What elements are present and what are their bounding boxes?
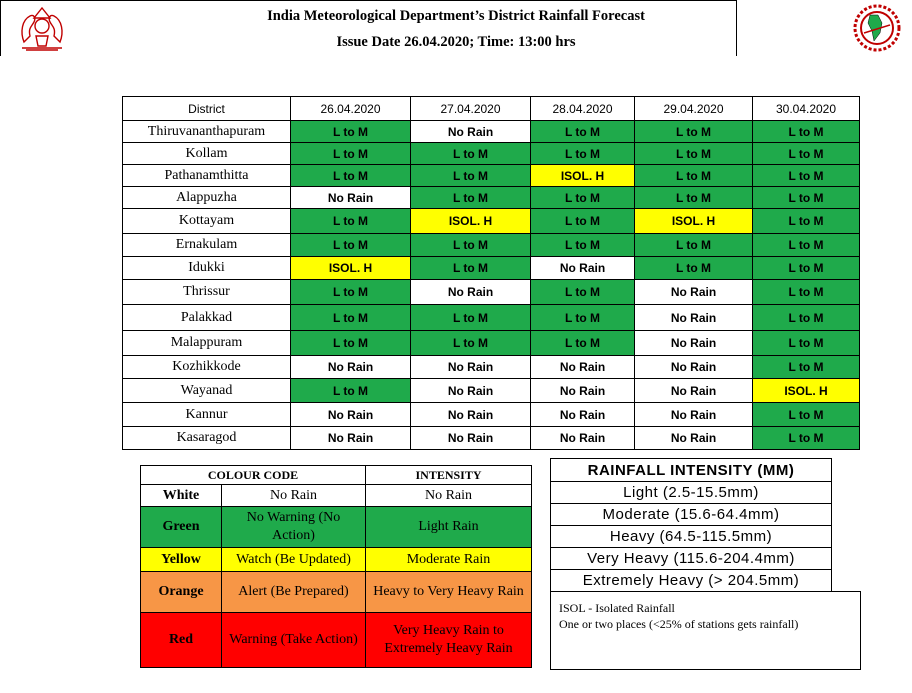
forecast-header-row [123,97,860,121]
forecast-cell: L to M [635,165,753,187]
report-header [0,0,737,56]
forecast-cell: L to M [753,187,860,209]
forecast-row [123,280,860,305]
colour-row-white [141,485,532,507]
forecast-cell: L to M [291,121,411,143]
forecast-cell: No Rain [531,257,635,280]
forecast-cell: L to M [753,305,860,331]
forecast-cell: No Rain [635,280,753,305]
forecast-row [123,379,860,403]
forecast-cell: L to M [411,257,531,280]
colour-meaning: Warning (Take Action) [222,613,366,668]
colour-code-header: COLOUR CODE [141,466,366,485]
district-name: Idukki [123,257,291,280]
intensity-item: Extremely Heavy (> 204.5mm) [551,570,832,592]
forecast-cell: L to M [531,143,635,165]
district-name: Ernakulam [123,234,291,257]
issue-label: Issue Date [336,34,401,50]
forecast-cell: L to M [291,305,411,331]
forecast-cell: No Rain [291,403,411,427]
colour-meaning: No Rain [222,485,366,507]
isol-description: One or two places (<25% of stations gets rainfall) [559,617,799,631]
forecast-row [123,403,860,427]
date-column-header: 28.04.2020 [531,97,635,121]
forecast-row [123,427,860,450]
issue-date: 26.04.2020 [404,34,470,50]
forecast-cell: No Rain [531,379,635,403]
forecast-cell: No Rain [635,379,753,403]
intensity-item: Heavy (64.5-115.5mm) [551,526,832,548]
forecast-cell: L to M [753,356,860,379]
forecast-cell: L to M [531,187,635,209]
district-name: Alappuzha [123,187,291,209]
forecast-cell: L to M [411,234,531,257]
forecast-row [123,356,860,379]
colour-name: Orange [141,572,222,613]
forecast-cell: L to M [411,187,531,209]
forecast-row [123,121,860,143]
colour-intensity: Light Rain [366,507,532,548]
colour-intensity: Moderate Rain [366,548,532,572]
forecast-cell: L to M [753,427,860,450]
colour-row-green [141,507,532,548]
forecast-cell: No Rain [635,331,753,356]
forecast-cell: L to M [753,209,860,234]
district-name: Wayanad [123,379,291,403]
issue-time: ; Time: 13:00 hrs [469,34,576,50]
district-name: Kollam [123,143,291,165]
colour-name: Green [141,507,222,548]
forecast-cell: No Rain [411,427,531,450]
forecast-cell: No Rain [291,187,411,209]
forecast-cell: L to M [291,234,411,257]
forecast-cell: L to M [531,234,635,257]
rainfall-intensity-table [550,458,832,592]
colour-name: White [141,485,222,507]
forecast-cell: L to M [753,280,860,305]
forecast-cell: ISOL. H [291,257,411,280]
colour-meaning: Alert (Be Prepared) [222,572,366,613]
forecast-cell: No Rain [291,427,411,450]
forecast-cell: L to M [291,379,411,403]
forecast-cell: No Rain [635,403,753,427]
forecast-cell: L to M [635,121,753,143]
forecast-cell: No Rain [411,379,531,403]
district-name: Thrissur [123,280,291,305]
forecast-cell: No Rain [531,427,635,450]
forecast-cell: ISOL. H [531,165,635,187]
imd-logo-icon [852,3,902,53]
district-name: Pathanamthitta [123,165,291,187]
forecast-cell: L to M [753,331,860,356]
forecast-cell: L to M [291,331,411,356]
forecast-cell: L to M [531,331,635,356]
forecast-row [123,305,860,331]
forecast-row [123,331,860,356]
forecast-cell: L to M [753,234,860,257]
forecast-cell: L to M [291,165,411,187]
forecast-cell: No Rain [291,356,411,379]
forecast-cell: No Rain [635,356,753,379]
isol-definition: ISOL - Isolated Rainfall [559,601,675,615]
forecast-cell: L to M [291,209,411,234]
rainfall-intensity-title: RAINFALL INTENSITY (MM) [551,459,832,482]
date-column-header: 27.04.2020 [411,97,531,121]
district-name: Kozhikkode [123,356,291,379]
colour-intensity: Very Heavy Rain to Extremely Heavy Rain [366,613,532,668]
forecast-cell: L to M [753,121,860,143]
forecast-cell: L to M [635,143,753,165]
forecast-row [123,165,860,187]
forecast-cell: L to M [753,403,860,427]
issue-line [0,34,912,51]
forecast-cell: L to M [753,165,860,187]
forecast-cell: L to M [291,280,411,305]
date-column-header: 30.04.2020 [753,97,860,121]
forecast-cell: L to M [291,143,411,165]
district-name: Malappuram [123,331,291,356]
forecast-cell: L to M [411,305,531,331]
forecast-table [122,96,860,450]
forecast-cell: L to M [753,257,860,280]
forecast-cell: No Rain [531,403,635,427]
date-column-header: 26.04.2020 [291,97,411,121]
district-name: Kannur [123,403,291,427]
colour-row-red [141,613,532,668]
district-name: Kasaragod [123,427,291,450]
intensity-item: Light (2.5-15.5mm) [551,482,832,504]
forecast-cell: No Rain [411,356,531,379]
district-name: Kottayam [123,209,291,234]
report-title: India Meteorological Department’s District Rainfall Forecast [267,8,645,24]
colour-code-table [140,465,532,668]
forecast-row [123,257,860,280]
forecast-cell: L to M [635,234,753,257]
forecast-cell: L to M [411,165,531,187]
forecast-cell: L to M [635,257,753,280]
forecast-cell: No Rain [411,403,531,427]
forecast-cell: No Rain [411,121,531,143]
colour-row-yellow [141,548,532,572]
date-column-header: 29.04.2020 [635,97,753,121]
colour-intensity: No Rain [366,485,532,507]
forecast-cell: ISOL. H [635,209,753,234]
colour-code-header-row [141,466,532,485]
district-name: Thiruvananthapuram [123,121,291,143]
forecast-cell: L to M [531,280,635,305]
forecast-body [123,121,860,450]
forecast-row [123,234,860,257]
forecast-cell: L to M [531,305,635,331]
forecast-cell: L to M [411,143,531,165]
colour-name: Yellow [141,548,222,572]
forecast-cell: No Rain [411,280,531,305]
forecast-row [123,187,860,209]
colour-intensity: Heavy to Very Heavy Rain [366,572,532,613]
isol-notes-box [550,591,861,670]
forecast-cell: L to M [531,209,635,234]
colour-name: Red [141,613,222,668]
intensity-header: INTENSITY [366,466,532,485]
forecast-cell: No Rain [635,305,753,331]
colour-row-orange [141,572,532,613]
colour-meaning: No Warning (No Action) [222,507,366,548]
forecast-cell: ISOL. H [411,209,531,234]
forecast-row [123,209,860,234]
colour-meaning: Watch (Be Updated) [222,548,366,572]
forecast-cell: ISOL. H [753,379,860,403]
forecast-row [123,143,860,165]
forecast-cell: No Rain [531,356,635,379]
forecast-cell: L to M [411,331,531,356]
intensity-item: Very Heavy (115.6-204.4mm) [551,548,832,570]
district-column-header: District [123,97,291,121]
intensity-item: Moderate (15.6-64.4mm) [551,504,832,526]
forecast-cell: L to M [531,121,635,143]
forecast-cell: No Rain [635,427,753,450]
forecast-cell: L to M [753,143,860,165]
district-name: Palakkad [123,305,291,331]
forecast-cell: L to M [635,187,753,209]
